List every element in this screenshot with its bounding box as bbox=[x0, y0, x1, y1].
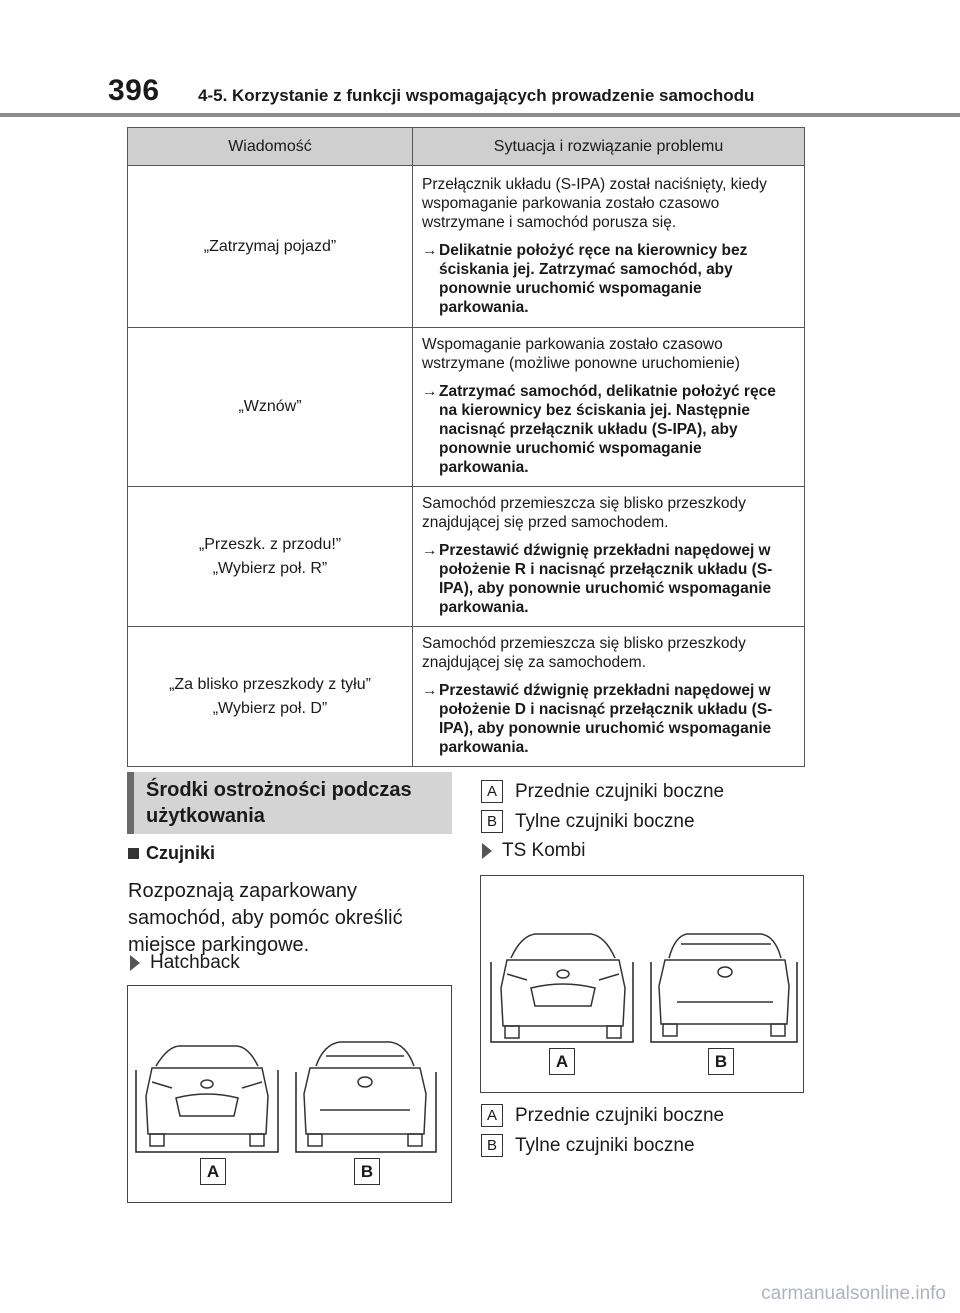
situation-text: Przełącznik układu (S-IPA) został naciśnięty, kiedy wspomaganie parkowania zostało czasowo wstrzymane i samochód porusza się. bbox=[422, 175, 767, 231]
message-cell bbox=[128, 627, 413, 767]
legend-a bbox=[481, 780, 724, 803]
column-header-situation: Sytuacja i rozwiązanie problemu bbox=[413, 128, 805, 166]
square-bullet-icon bbox=[128, 848, 139, 859]
solution-text: Przestawić dźwignię przekładni napędowej w położenie R i nacisnąć przełącznik układu (S-IPA), aby ponownie uruchomić wspomaganie parkowania. bbox=[439, 542, 773, 616]
header-rule bbox=[0, 113, 960, 117]
solution-text: Delikatnie położyć ręce na kierownicy bez ściskania jej. Zatrzymać samochód, aby ponownie uruchomić wspomaganie parkowania. bbox=[439, 241, 748, 316]
message-text: „Wznów” bbox=[238, 398, 302, 415]
legend-b bbox=[481, 810, 695, 833]
sensors-subheading-text: Czujniki bbox=[146, 843, 216, 863]
triangle-bullet-icon bbox=[130, 955, 140, 971]
situation-cell bbox=[413, 166, 805, 328]
label-a-box: A bbox=[481, 780, 503, 803]
table-row bbox=[128, 627, 805, 767]
situation-text: Samochód przemieszcza się blisko przeszkody znajdującej się za samochodem. bbox=[422, 635, 746, 671]
section-title: 4-5. Korzystanie z funkcji wspomagających prowadzenie samochodu bbox=[198, 86, 755, 105]
solution bbox=[422, 241, 794, 317]
label-a-box: A bbox=[481, 1104, 503, 1127]
label-a-box: A bbox=[200, 1158, 226, 1185]
solution-text: Przestawić dźwignię przekładni napędowej w położenie D i nacisnąć przełącznik układu (S-IPA), aby ponownie uruchomić wspomaganie parkowania. bbox=[439, 682, 773, 756]
legend-a-text: Przednie czujniki boczne bbox=[515, 1104, 725, 1126]
table-row bbox=[128, 328, 805, 487]
table-row bbox=[128, 487, 805, 627]
situation-text: Samochód przemieszcza się blisko przeszkody znajdującej się przed samochodem. bbox=[422, 495, 746, 531]
kombi-bullet bbox=[482, 840, 585, 862]
situation-cell bbox=[413, 328, 805, 487]
sensors-subheading bbox=[128, 843, 215, 864]
page-number: 396 bbox=[108, 74, 160, 107]
table-row bbox=[128, 166, 805, 328]
kombi-cars-illustration bbox=[481, 876, 803, 1092]
solution-text: Zatrzymać samochód, delikatnie położyć ręce na kierownicy bez ściskania jej. Następnie nacisnąć przełącznik układu (S-IPA), aby ponownie uruchomić wspomaganie parkowania. bbox=[439, 383, 776, 476]
message-text: „Zatrzymaj pojazd” bbox=[203, 237, 337, 255]
column-header-message: Wiadomość bbox=[128, 128, 413, 166]
watermark: carmanualsonline.info bbox=[761, 1283, 946, 1304]
label-b-box: B bbox=[708, 1048, 734, 1075]
message-text: „Wybierz poł. R” bbox=[212, 559, 328, 577]
situation-cell bbox=[413, 487, 805, 627]
message-cell bbox=[128, 328, 413, 487]
solution bbox=[422, 541, 794, 617]
hatchback-label: Hatchback bbox=[150, 952, 240, 973]
label-b-box: B bbox=[481, 1134, 503, 1157]
arrow-icon: → bbox=[422, 241, 438, 259]
hatchback-cars-illustration bbox=[128, 986, 451, 1202]
message-text: „Za blisko przeszkody z tyłu” bbox=[169, 675, 371, 693]
table-header-row bbox=[128, 128, 805, 166]
kombi-sensor-figure bbox=[480, 875, 804, 1093]
caution-heading: Środki ostrożności podczas użytkowania bbox=[127, 772, 452, 834]
arrow-icon: → bbox=[422, 542, 438, 559]
sensors-description: Rozpoznają zaparkowany samochód, aby pomóc określić miejsce parkingowe. bbox=[128, 880, 403, 956]
kombi-label: TS Kombi bbox=[502, 840, 586, 861]
hatchback-sensor-figure bbox=[127, 985, 452, 1203]
message-text: „Przeszk. z przodu!” bbox=[198, 535, 342, 553]
label-a-box: A bbox=[549, 1048, 575, 1075]
legend-a-kombi bbox=[481, 1104, 724, 1127]
hatchback-bullet bbox=[130, 952, 240, 974]
legend-a-text: Przednie czujniki boczne bbox=[515, 780, 725, 802]
situation-cell bbox=[413, 627, 805, 767]
message-text: „Wybierz poł. D” bbox=[212, 699, 328, 717]
situation-text: Wspomaganie parkowania zostało czasowo wstrzymane (możliwe ponowne uruchomienie) bbox=[422, 336, 740, 372]
arrow-icon: → bbox=[422, 383, 438, 400]
message-table bbox=[127, 127, 805, 767]
label-b-box: B bbox=[481, 810, 503, 833]
legend-b-kombi bbox=[481, 1134, 695, 1157]
arrow-icon: → bbox=[422, 682, 438, 699]
triangle-bullet-icon bbox=[482, 843, 492, 859]
message-cell bbox=[128, 166, 413, 328]
label-b-box: B bbox=[354, 1158, 380, 1185]
solution bbox=[422, 681, 794, 757]
solution bbox=[422, 382, 794, 477]
legend-b-text: Tylne czujniki boczne bbox=[515, 1134, 695, 1156]
page-header bbox=[0, 0, 960, 118]
message-cell bbox=[128, 487, 413, 627]
legend-b-text: Tylne czujniki boczne bbox=[515, 810, 695, 832]
